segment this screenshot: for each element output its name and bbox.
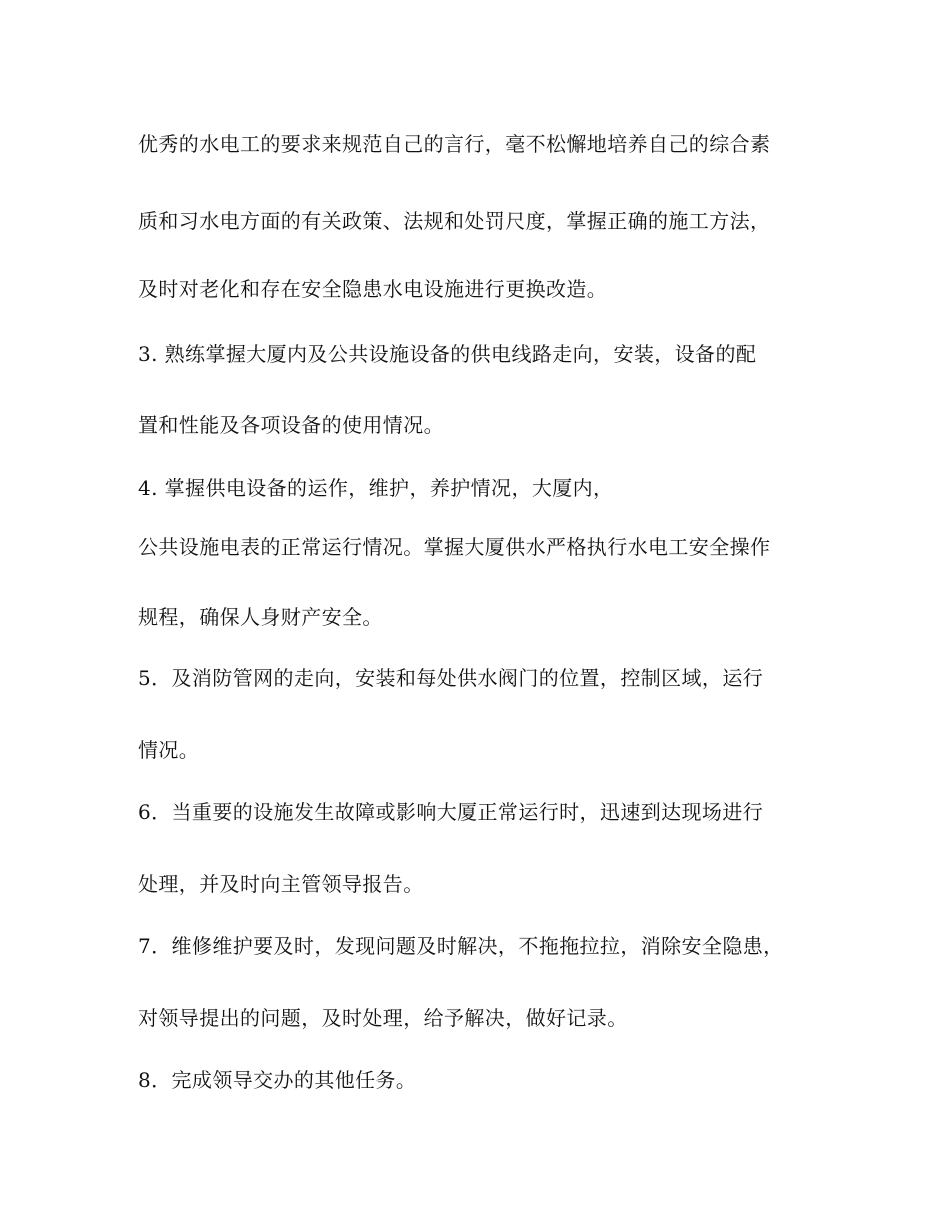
- paragraph-line: 对领导提出的问题，及时处理，给予解决，做好记录。: [138, 1006, 628, 1030]
- paragraph-line: 优秀的水电工的要求来规范自己的言行，毫不松懈地培养自己的综合素: [138, 132, 771, 156]
- list-item-7: 7．维修维护要及时，发现问题及时解决，不拖拖拉拉，消除安全隐患，: [138, 934, 784, 958]
- list-item-4: 4. 掌握供电设备的运作，维护，养护情况，大厦内，: [138, 476, 614, 500]
- paragraph-line: 质和习水电方面的有关政策、法规和处罚尺度，掌握正确的施工方法，: [138, 209, 771, 233]
- list-item-8: 8．完成领导交办的其他任务。: [138, 1068, 417, 1092]
- list-item-6: 6．当重要的设施发生故障或影响大厦正常运行时，迅速到达现场进行: [138, 800, 764, 824]
- paragraph-line: 及时对老化和存在安全隐患水电设施进行更换改造。: [138, 277, 608, 301]
- paragraph-line: 置和性能及各项设备的使用情况。: [138, 413, 444, 437]
- paragraph-line: 处理，并及时向主管领导报告。: [138, 872, 424, 896]
- list-item-3: 3. 熟练掌握大厦内及公共设施设备的供电线路走向，安装，设备的配: [138, 342, 757, 366]
- list-item-5: 5．及消防管网的走向，安装和每处供水阀门的位置，控制区域，运行: [138, 666, 764, 690]
- paragraph-line: 规程，确保人身财产安全。: [138, 605, 383, 629]
- paragraph-line: 情况。: [138, 738, 200, 762]
- paragraph-line: 公共设施电表的正常运行情况。掌握大厦供水严格执行水电工安全操作: [138, 535, 771, 559]
